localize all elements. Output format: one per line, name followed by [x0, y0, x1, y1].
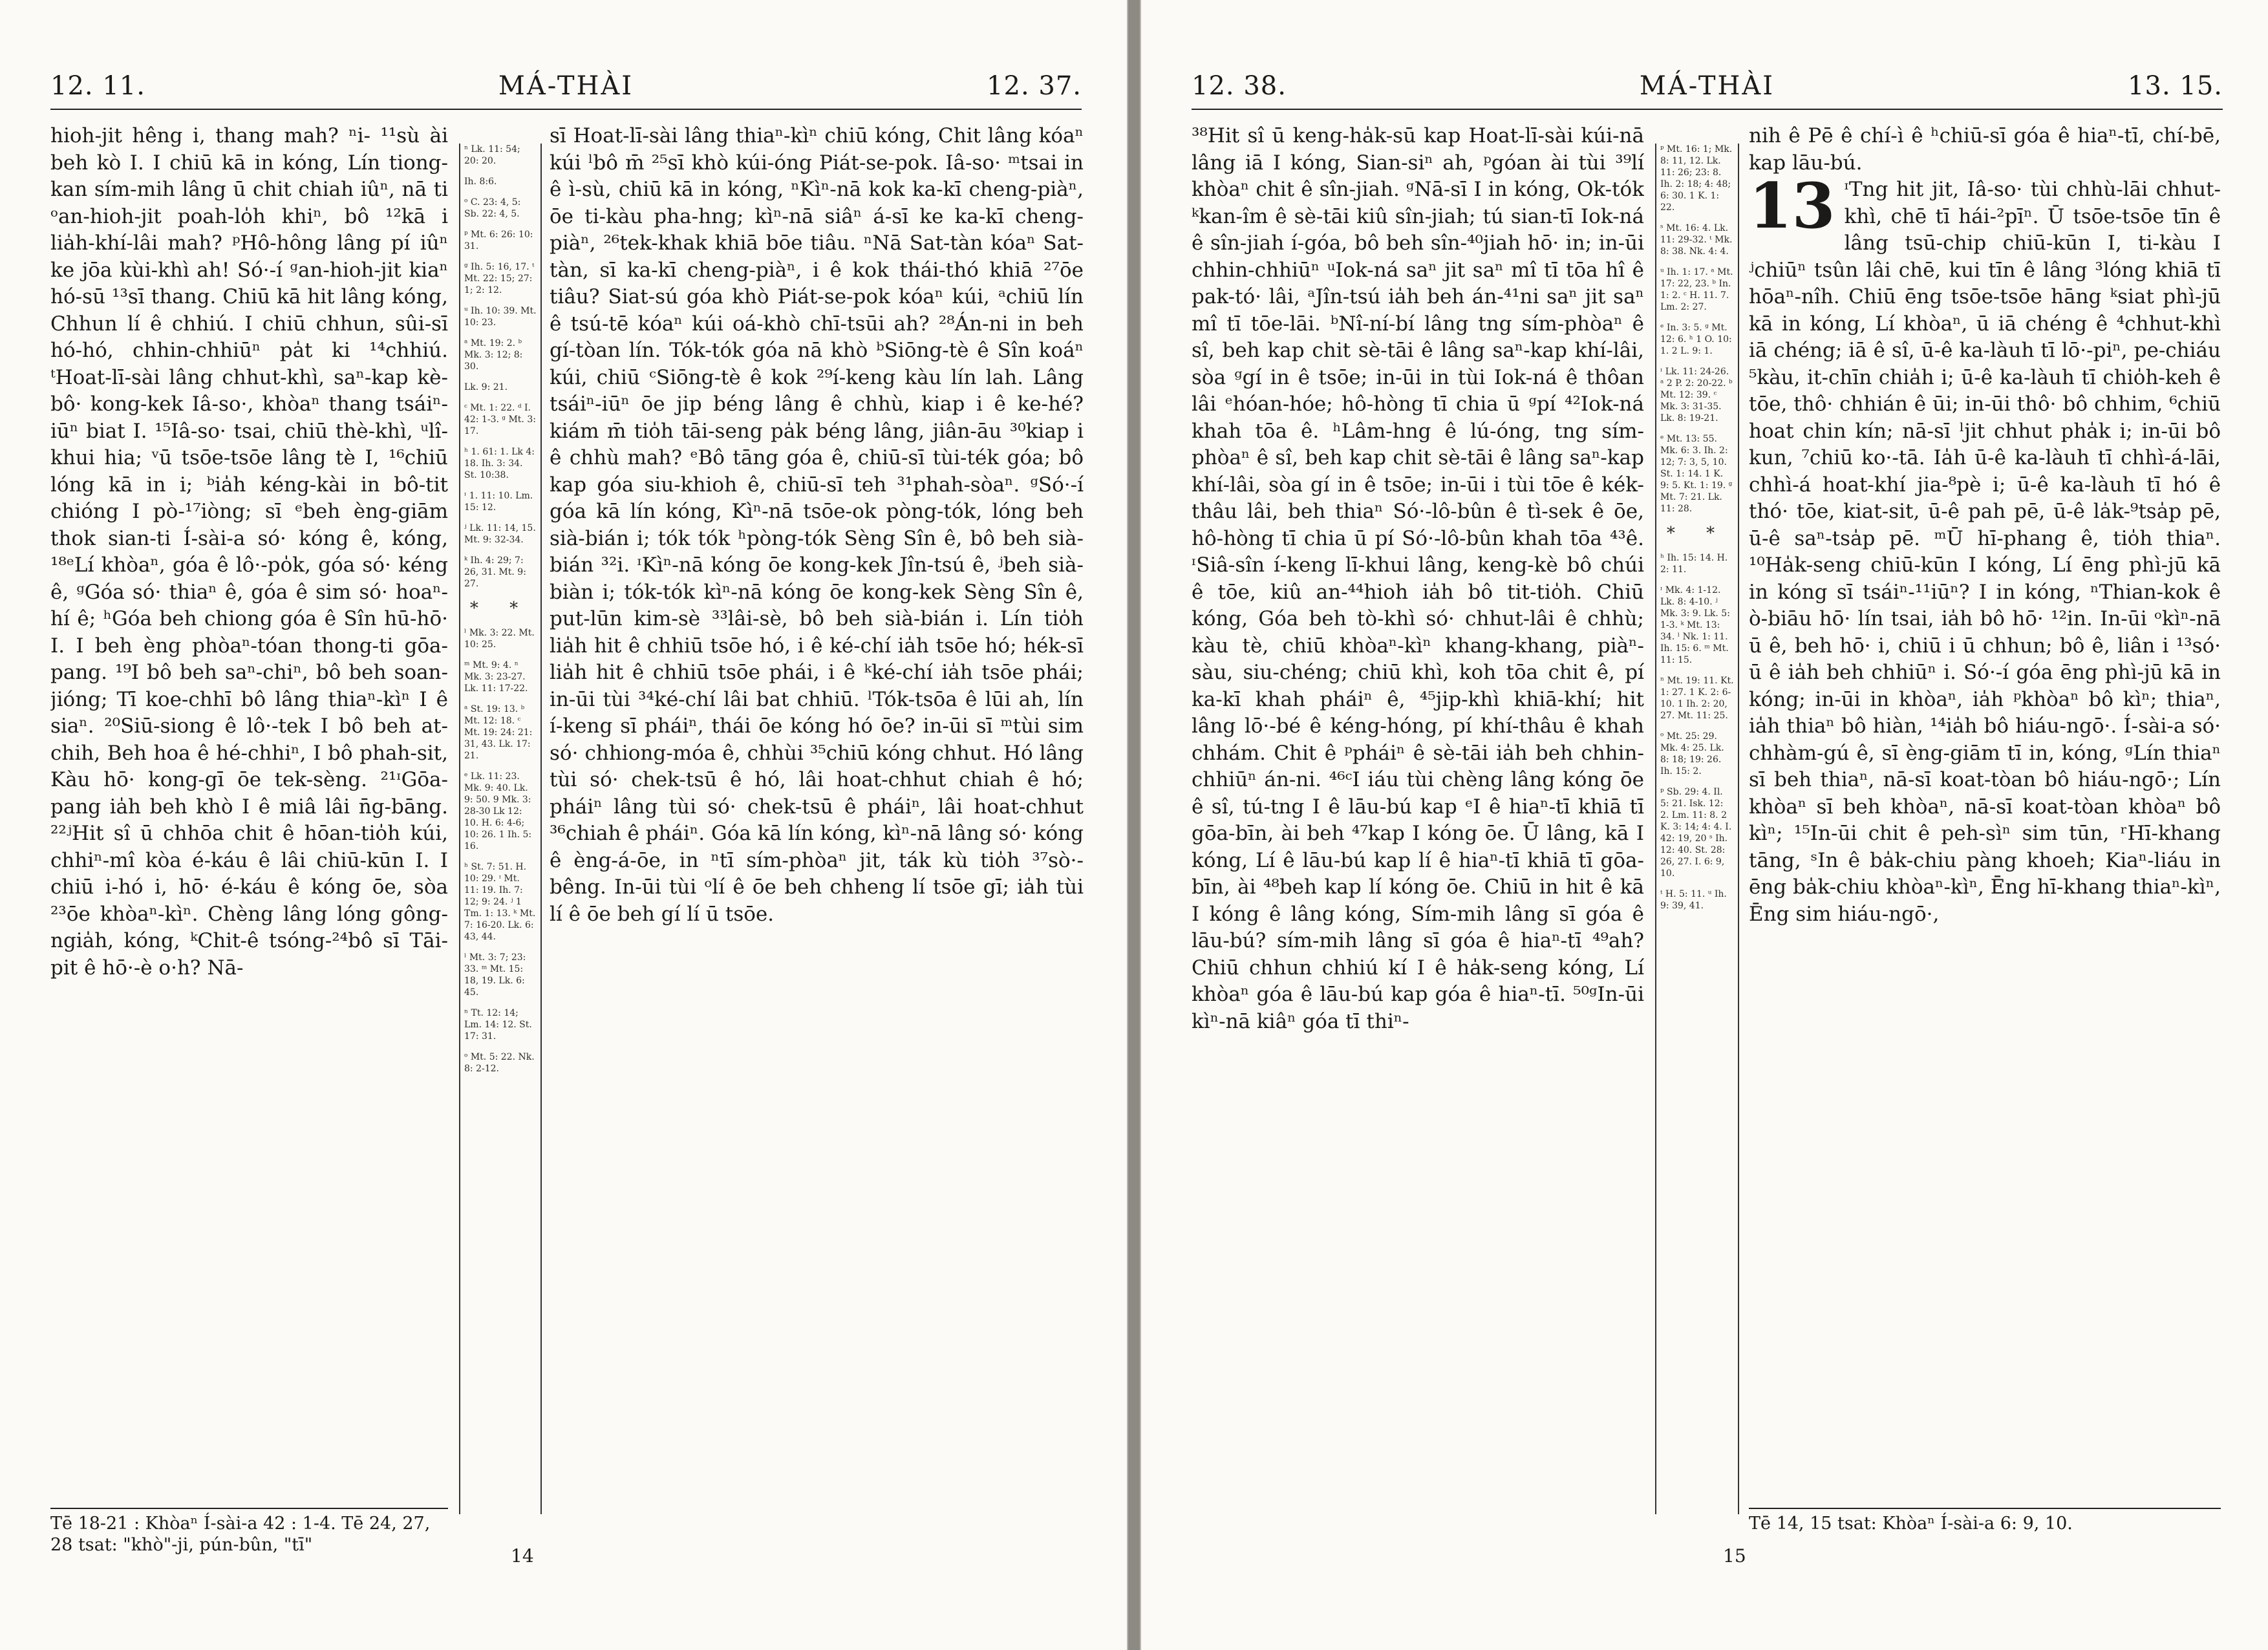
cross-reference: ᶦ 1. 11: 10. Lm. 15: 12. [464, 491, 533, 513]
cross-reference: ᵖ Mt. 6: 26: 10: 31. [464, 230, 533, 252]
left-column-1-text: hioh-jit hêng i, thang mah? ⁿi- ¹¹sù ài beh kò I. I chiū kā in kóng, Lín tiong-kan sím-mih lâng ū chit chiah iûⁿ, nā ti ᵒan-hioh-jit poah-lo̍h khiⁿ, bô ¹²kā i lia̍h-khí-lâi mah? ᵖHô-hông lâng pí iûⁿ ke jōa kùi-khì ah! Só·-í ᵍan-hioh-jit kiaⁿ hó-sū ¹³sī thang. Chiū kā hit lâng kóng, Chhun lí ê chhiú. I chiū chhun, sûi-sī hó-hó, chhin-chhiūⁿ pa̍t ki ¹⁴chhiú. ᵗHoat-lī-sài lâng chhut-khì, saⁿ-kap kè-bô· kong-kek Iâ-so·, khòaⁿ thang tsáiⁿ-iūⁿ biat I. ¹⁵Iâ-so· tsai, chiū thè-khì, ᵘlî-khui hia; ᵛū tsōe-tsōe lâng tè I, ¹⁶chiū lóng kā in i; ᵇia̍h kéng-kài in bô-tit chióng I pò-¹⁷iòng; sī ᵉbeh èng-giām thok sian-ti Í-sài-a só· kóng ê, kóng, ¹⁸ᵉLí khòaⁿ, góa ê lô·-po̍k, góa só· kéng ê, ᵍGóa só· thiaⁿ ê, góa ê sim só· hoaⁿ-hí ê; ʰGóa beh chiong góa ê Sîn hū-hō· I. I beh èng phòaⁿ-tóan thong-ti gōa-pang. ¹⁹I bô beh saⁿ-chiⁿ, bô beh soan-jióng; Tī koe-chhī bô lâng thiaⁿ-kìⁿ I ê siaⁿ. ²⁰Siū-siong ê lô·-tek I bô beh at-chih, Beh hoa ê hé-chhiⁿ, I bô phah-sit, Kàu hō· kong-gī ōe tek-sèng. ²¹ᶦGōa-pang ia̍h beh khò I ê miâ lâi n̄g-bāng. ²²ʲHit sî ū chhōa chit ê hōan-tio̍h kúi, chhiⁿ-mî kòa é-káu ê lâi chiū-kūn I. I chiū i-hó i, hō· é-káu ê kóng ōe, sòa ²³ōe khòaⁿ-kìⁿ. Chèng lâng lóng gông-ngia̍h, kóng, ᵏChit-ê tsóng-²⁴bô sī Tāi-pit ê hō·-è o·h? Nā- [50, 124, 448, 980]
cross-reference: ᵃ St. 19: 13. ᵇ Mt. 12: 18. ᶜ Mt. 19: 24: 21: 31, 43. Lk. 17: 21. [464, 704, 533, 761]
cross-reference: ⁿ Mt. 19: 11. Kt. 1: 27. 1 K. 2: 6-10. 1 Ih. 2: 20, 27. Mt. 11: 25. [1660, 676, 1734, 721]
cross-reference: ᵖ Mt. 16: 1; Mk. 8: 11, 12. Lk. 11: 26; 23: 8. Ih. 2: 18; 4: 48; 6: 30. 1 K. 1: 22. [1660, 144, 1733, 213]
right-page [1140, 0, 2268, 1650]
cross-reference: ᵉ In. 3: 5. ᵍ Mt. 12: 6. ʰ 1 O. 10: 1. 2 L. 9: 1. [1660, 323, 1732, 356]
cross-reference: ᵒ Mt. 25: 29. Mk. 4: 25. Lk. 8: 18; 19: 26. Ih. 15: 2. [1660, 731, 1724, 777]
left-header-chapter-end: 12. 37. [987, 71, 1082, 101]
cross-reference: ᶦ Mk. 4: 1-12. Lk. 8: 4-10. ʲ Mk. 3: 9. Lk. 5: 1-3. ᵏ Mt. 13: 34. ˡ Nk. 1: 11. Ih. 15: 6. ᵐ Mt. 11: 15. [1660, 585, 1730, 665]
cross-reference: ʰ St. 7: 51. H. 10: 29. ᶦ Mt. 11: 19. Ih. 7: 12; 9: 24. ʲ 1 Tm. 1: 13. ᵏ Mt. 7: 16-20. Lk. 6: 43, 44. [464, 862, 536, 942]
right-footnote: Tē 14, 15 tsat: Khòaⁿ Í-sài-a 6: 9, 10. [1749, 1508, 2221, 1534]
cross-reference: ᵏ Ih. 4: 29; 7: 26, 31. Mt. 9: 27. [464, 555, 526, 589]
cross-reference: * * [1666, 524, 1728, 543]
right-column-2-intro: nih ê Pē ê chí-ì ê ʰchiū-sī góa ê hiaⁿ-tī, chí-bē, kap lāu-bú. [1749, 124, 2221, 175]
cross-reference: ᵉ Lk. 11: 23. Mk. 9: 40. Lk. 9: 50. 9 Mk. 3: 28-30 Lk 12: 10. H. 6: 4-6; 10: 26. 1 Ih. 5: 16. [464, 771, 532, 852]
right-header-chapter-start: 12. 38. [1192, 71, 1287, 101]
cross-reference: ᵘ Ih. 1: 17. ᵃ Mt. 17: 22, 23. ᵇ In. 1: 2. ᶜ H. 11. 7. Lm. 2: 27. [1660, 267, 1733, 312]
left-page [0, 0, 1128, 1650]
cross-reference: ᵗ H. 5: 11. ᵘ Ih. 9: 39, 41. [1660, 889, 1727, 911]
right-column-2-text: ᶦTng hit jit, Iâ-so· tùi chhù-lāi chhut-khì, chē tī hái-²pīⁿ. Ū tsōe-tsōe tīn ê lâng tsū-chip chiū-kūn I, ti-kàu I ʲchiūⁿ tsûn lâi chē, kui tīn ê lâng ³lóng khiā tī hōaⁿ-nîh. Chiū ēng tsōe-tsōe hāng ᵏsiat phì-jū kā in kóng, Lí khòaⁿ, ū iā chéng ê ⁴chhut-khì iā chéng; iā ê sî, ū-ê ka-làuh tī lō·-piⁿ, pe-chiáu ⁵kàu, it-chīn chia̍h i; ū-ê ka-làuh tī chio̍h-keh ê tōe, thô· chhián ê ūi; in-ūi thô· bô chhim, ⁶chiū hoat chin kín; nā-sī ˡjit chhut pha̍k i; in-ūi bô kun, ⁷chiū ko·-tā. Ia̍h ū-ê ka-làuh tī chhì-á-lāi, chhì-á hoat-khí jia-⁸pè i; ū-ê ka-làuh tī hó ê thó· tōe, kiat-sit, ū-ê pah pē, ū-ê la̍k-⁹tsa̍p pē, ū-ê saⁿ-tsa̍p pē. ᵐŪ hī-phang ê, tio̍h thiaⁿ. ¹⁰Ha̍k-seng chiū-kūn I kóng, Lí ēng phì-jū kā in kóng sī tsáiⁿ-¹¹iūⁿ? I in kóng, ⁿThian-kok ê ò-biāu hō· lín tsai, ia̍h bô hō· ¹²in. In-ūi ᵒkìⁿ-nā ū ê, beh hō· i, chiū i ū chhun; bô ê, liân i ¹³só· ū ê ia̍h beh chhiūⁿ i. Só·-í góa ēng phì-jū kā in kóng; in-ūi in khòaⁿ, ia̍h ᵖkhòaⁿ bô kìⁿ; thiaⁿ, ia̍h thiaⁿ bô hiàn, ¹⁴ia̍h bô hiáu-ngō·. Í-sài-a só· chhàm-gú ê, sī èng-giām tī in, kóng, ᵍLín thiaⁿ sī beh thiaⁿ, nā-sī koat-tòan bô hiáu-ngō·; Lín khòaⁿ sī beh khòaⁿ, nā-sī koat-tòan khòaⁿ bô kìⁿ; ¹⁵In-ūi chit ê peh-sìⁿ sim tūn, ʳHī-khang tāng, ˢIn ê ba̍k-chiu pàng khoeh; Kiaⁿ-liáu in ēng ba̍k-chiu khòaⁿ-kìⁿ, Ēng hī-khang thiaⁿ-kìⁿ, Ēng sim hiáu-ngō·, [1749, 178, 2221, 926]
cross-reference: ⁿ Lk. 11: 54; 20: 20. [464, 144, 520, 166]
left-header-chapter-start: 12. 11. [50, 71, 145, 101]
cross-reference: ᶜ Mt. 1: 22. ᵈ I. 42: 1-3. ᵍ Mt. 3: 17. [464, 403, 536, 436]
cross-reference: Lk. 9: 21. [464, 382, 508, 392]
left-page-number: 14 [511, 1545, 534, 1567]
cross-reference: ˡ Mt. 3: 7; 23: 33. ᵐ Mt. 15: 18, 19. Lk. 6: 45. [464, 952, 526, 998]
left-column-2 [550, 123, 1084, 1513]
right-header-chapter-end: 13. 15. [2128, 71, 2223, 101]
cross-reference: * * [469, 599, 531, 618]
left-header [50, 71, 1082, 103]
cross-reference: Ih. 8:6. [464, 177, 497, 187]
cross-reference: ˡ Mk. 3: 22. Mt. 10: 25. [464, 628, 535, 650]
cross-reference: ᵘ Ih. 10: 39. Mt. 10: 23. [464, 306, 537, 328]
right-column-1-text: ³⁸Hit sî ū keng-ha̍k-sū kap Hoat-lī-sài kúi-nā lâng iā I kóng, Sian-siⁿ ah, ᵖgóan ài tùi ³⁹lí khòaⁿ chit ê sîn-jiah. ᵍNā-sī I in kóng, Ok-tók ᵏkan-îm ê sè-tāi kiû sîn-jiah; tú sian-tī Iok-ná ê sîn-jiah í-góa, bô beh sîn-⁴⁰jiah hō· in; in-ūi chhin-chhiūⁿ ᵘIok-ná saⁿ jit saⁿ mî tī tōa hî ê pak-tó· lâi, ᵃJîn-tsú ia̍h beh án-⁴¹ni saⁿ jit saⁿ mî tī tōe-lāi. ᵇNî-ní-bí lâng tng sím-phòaⁿ ê sî, beh kap chit sè-tāi ê lâng saⁿ-kap khí-lâi, sòa ᵍgí in ê tsōe; in-ūi in tùi Iok-ná ê thôan lâi ᵉhóan-hóe; hô-hòng tī chia ū ᵍpí ⁴²Iok-ná khah tōa ê. ʰLâm-hng ê lú-óng, tng sím-phòaⁿ ê sî, beh kap chit sè-tāi ê lâng saⁿ-kap khí-lâi, sòa gí in ê tsōe; in-ūi i tùi tōe ê kék-thâu lâi, beh thiaⁿ Só·-lô-bûn ê tì-sek ê ōe, hô-hòng tī chia ū pí Só·-lô-bûn khah tōa ⁴³ê. ᶦSiâ-sîn í-keng lī-khui lâng, keng-kè bô chúi ê tōe, kiû an-⁴⁴hioh ia̍h bô tit-tio̍h. Chiū kóng, Góa beh tò-khì só· chhut-lâi ê chhù; kàu tè, chiū khòaⁿ-kìⁿ khang-khang, piàⁿ-sàu, siu-chéng; chiū khì, koh tōa chit ê, pí ka-kī khah pháiⁿ ê, ⁴⁵jip-khì khiā-khí; hit lâng lō·-bé ê kéng-hóng, pí khí-thâu ê khah chhám. Chit ê ᵖpháiⁿ ê sè-tāi ia̍h beh chhin-chhiūⁿ án-ni. ⁴⁶ᶜI iáu tùi chèng lâng kóng ōe ê sî, tú-tng I ê lāu-bú kap ᵉI ê hiaⁿ-tī khiā tī gōa-bīn, ài beh ⁴⁷kap I kóng ōe. Ū lâng, kā I kóng, Lí ê lāu-bú kap lí ê hiaⁿ-tī khiā tī gōa-bīn, ài ⁴⁸beh kap lí kóng ōe. Chiū in hit ê kā I kóng ê lâng kóng, Sím-mih lâng sī góa ê lāu-bú? sím-mih lâng sī góa ê hiaⁿ-tī ⁴⁹ah? Chiū chhun chhiú kí I ê ha̍k-seng kóng, Lí khòaⁿ góa ê lāu-bú kap góa ê hiaⁿ-tī. ⁵⁰ᵍIn-ūi kìⁿ-nā kiâⁿ góa tī thiⁿ- [1192, 124, 1644, 1033]
cross-reference: ᵐ Mt. 9: 4. ⁿ Mk. 3: 23-27. Lk. 11: 17-22. [464, 660, 528, 694]
cross-reference: ᵃ Mt. 19: 2. ᵇ Mk. 3: 12; 8: 30. [464, 338, 523, 372]
left-column-2-text: sī Hoat-lī-sài lâng thiaⁿ-kìⁿ chiū kóng, Chit lâng kóaⁿ kúi ˡbô m̄ ²⁵sī khò kúi-óng Piát-se-pok. Iâ-so· ᵐtsai in ê ì-sù, chiū kā in kóng, ⁿKìⁿ-nā kok ka-kī cheng-piàⁿ, ōe ti-kàu pha-hng; kìⁿ-nā siâⁿ á-sī ke ka-kī cheng-piàⁿ, ²⁶tek-khak khiā bōe tiâu. ⁿNā Sat-tàn kóaⁿ Sat-tàn, sī ka-kī cheng-piàⁿ, i ê kok thái-thó khiā ²⁷ōe tiâu? Siat-sú góa khò Piát-se-pok kóaⁿ kúi, ᵃchiū lín ê tsú-tē kóaⁿ kúi oá-khò chī-tsūi ah? ²⁸Án-ni in beh gí-tòan lín. Tók-tók góa nā khò ᵇSiōng-tè ê Sîn koáⁿ kúi, chiū ᶜSiōng-tè ê kok ²⁹í-keng kàu lín lah. Lâng tsáiⁿ-iūⁿ ōe jip béng lâng ê chhù, kiap i ê ke-hé? kiám m̄ tio̍h tāi-seng pa̍k béng lâng, jiân-āu ³⁰kiap i ê chhù mah? ᵉBô tāng góa ê, chiū-sī tùi-ték góa; bô kap góa siu-khioh ê, chiū-sī teh ³¹phah-sòaⁿ. ᵍSó·-í góa kā lín kóng, Kìⁿ-nā tsōe-ok pòng-tók, lóng beh sià-bián i; tók tók ʰpòng-tók Sèng Sîn ê, bô beh sià-bián ³²i. ᶦKìⁿ-nā kóng ōe kong-kek Jîn-tsú ê, ʲbeh sià-biàn i; tók-tók kìⁿ-nā kóng ōe kong-kek Sèng Sîn ê, put-lūn kim-sè ³³lâi-sè, bô beh sià-bián i. Lín tio̍h lia̍h hit ê chhiū tsōe hó, i ê ké-chí ia̍h tsōe hó; hék-sī lia̍h hit ê chhiū tsōe phái, i ê ᵏké-chí ia̍h tsōe phái; in-ūi tùi ³⁴ké-chí lâi bat chhiū. ˡTók-tsōa ê lūi ah, lín í-keng sī pháiⁿ, thái ōe kóng hó ōe? in-ūi sī ᵐtùi sim só· chhiong-móa ê, chhùi ³⁵chiū kóng chhut. Hó lâng tùi só· chek-tsū ê hó, lâi hoat-chhut chiah ê hó; pháiⁿ lâng tùi só· chek-tsū ê pháiⁿ, lâi hoat-chhut ³⁶chiah ê pháiⁿ. Góa kā lín kóng, kìⁿ-nā lâng só· kóng ê èng-á-ōe, in ⁿtī sím-phòaⁿ jit, ták kù tio̍h ³⁷sò·-bêng. In-ūi tùi ᵒlí ê ōe beh chheng lí tsōe gī; ia̍h tùi lí ê ōe beh gí lí ū tsōe. [550, 124, 1084, 926]
cross-reference: ˢ Mt. 16: 4. Lk. 11: 29-32. ᵗ Mk. 8: 38. Nk. 4: 4. [1660, 223, 1733, 257]
right-page-number: 15 [1723, 1545, 1746, 1567]
right-column-1 [1192, 123, 1644, 1513]
cross-reference: ʰ Ih. 15: 14. H. 2: 11. [1660, 553, 1728, 575]
right-header-rule [1192, 109, 2223, 110]
cross-reference: ᵖ Sb. 29: 4. Il. 5: 21. Isk. 12: 2. Lm. 11: 8. 2 K. 3: 14; 4: 4. I. 42: 19, 20 ˢ Ih. 12: 40. St. 28: 26, 27. I. 6: 9, 10. [1660, 787, 1732, 879]
right-header-book-title: MÁ-THÀI [1639, 71, 1775, 101]
cross-reference: ⁿ Tt. 12: 14; Lm. 14: 12. St. 17: 31. [464, 1008, 532, 1042]
left-header-rule [50, 109, 1082, 110]
cross-reference: ᶦ Lk. 11: 24-26. ᵃ 2 P. 2: 20-22. ᵇ Mt. 12: 39. ᶜ Mk. 3: 31-35. Lk. 8: 19-21. [1660, 367, 1733, 423]
cross-reference: ʰ 1. 61: 1. Lk 4: 18. Ih. 3: 34. St. 10:38. [464, 447, 535, 480]
left-cross-references [459, 144, 542, 1514]
right-cross-references [1655, 144, 1739, 1514]
left-footnote: Tē 18-21 : Khòaⁿ Í-sài-a 42 : 1-4. Tē 24, 27, 28 tsat: "khò"-ji, pún-bûn, "tī" [50, 1508, 448, 1556]
left-header-book-title: MÁ-THÀI [498, 71, 634, 101]
right-header [1192, 71, 2223, 103]
left-column-1 [50, 123, 448, 1513]
cross-reference: ʲ Lk. 11: 14, 15. Mt. 9: 32-34. [464, 523, 536, 545]
right-column-2 [1749, 123, 2221, 1513]
cross-reference: ᵒ Mt. 5: 22. Nk. 8: 2-12. [464, 1052, 535, 1074]
cross-reference: ᵍ Ih. 5: 16, 17. ᵗ Mt. 22: 15; 27: 1; 2: 12. [464, 262, 535, 295]
chapter-number: 13 [1749, 169, 1835, 242]
cross-reference: ᵉ Mt. 13: 55. Mk. 6: 3. Ih. 2: 12; 7: 3, 5, 10. St. 1: 14. 1 K. 9: 5. Kt. 1: 19. ᵍ Mt. 7: 21. Lk. 11: 28. [1660, 434, 1733, 514]
book-gutter [1128, 0, 1140, 1650]
cross-reference: ᵒ C. 23: 4, 5: Sb. 22: 4, 5. [464, 197, 521, 219]
